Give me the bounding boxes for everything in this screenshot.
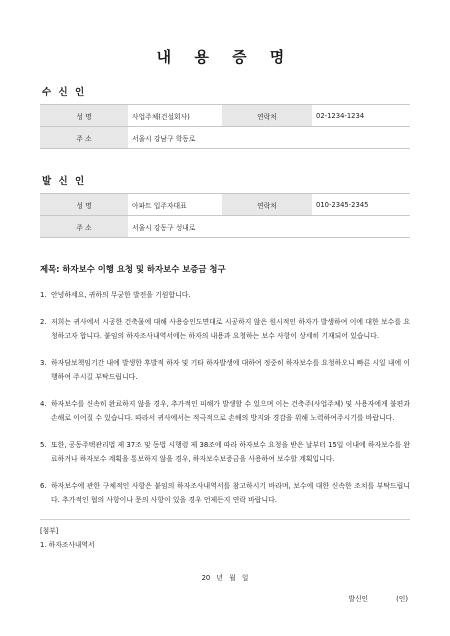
- recipient-name-value: 사업주체(건설회사): [128, 105, 222, 127]
- paragraph-text: 하자담보책임기간 내에 발생한 후발적 하자 및 기타 하자발생에 대하여 정중히 하자보수를 요청하오니 빠른 시일 내에 이행하여 주시길 부탁드립니다.: [51, 359, 411, 381]
- signer-label: 발신인: [348, 595, 369, 603]
- sender-name-label: 성 명: [40, 194, 128, 216]
- paragraph-text: 하자보수에 관한 구체적인 사항은 붙임의 하자조사내역서를 참고하시기 바라며, 보수에 대한 신속한 조치를 부탁드립니다. 추가적인 협의 사항이나 문의 사항이 있을 경우 언제든지 연락 바랍니다.: [51, 482, 410, 504]
- sender-contact-value: 010-2345-2345: [312, 194, 410, 216]
- attachment-item: 1. 하자조사내역서: [40, 541, 95, 549]
- paragraph-number: 1.: [40, 291, 47, 299]
- sender-heading: 발 신 인: [42, 176, 87, 187]
- sender-contact-label: 연락처: [222, 194, 312, 216]
- paragraph-number: 3.: [40, 359, 47, 367]
- paragraph-4: [40, 397, 410, 425]
- attachment-section: [40, 524, 410, 552]
- recipient-row-name: [40, 105, 410, 127]
- date-line: 20 년 월 일: [201, 574, 249, 582]
- recipient-heading: 수 신 인: [42, 87, 87, 98]
- paragraph-1: [40, 288, 410, 302]
- sender-row-name: [40, 194, 410, 216]
- recipient-row-address: [40, 127, 410, 149]
- paragraph-text: 안녕하세요, 귀하의 무궁한 발전을 기원합니다.: [51, 291, 191, 299]
- sender-address-label: 주 소: [40, 216, 128, 238]
- paragraph-text: 또한, 공동주택관리법 제 37조 및 동법 시행령 제 38조에 따라 하자보수 요청을 받은 날부터 15일 이내에 하자보수를 완료하거나 하자보수 계획을 통보하지 않을 경우, 하자보수보증금을 사용하여 보수할 계획입니다.: [51, 441, 410, 463]
- paragraph-number: 6.: [40, 482, 47, 490]
- recipient-address-label: 주 소: [40, 127, 128, 149]
- document-title: 내 용 증 명: [156, 48, 294, 66]
- signature-line: [40, 593, 410, 603]
- recipient-table: [40, 104, 410, 149]
- sender-row-address: [40, 216, 410, 238]
- paragraph-5: [40, 438, 410, 466]
- sender-address-value: 서울시 강동구 성내로: [128, 216, 410, 238]
- paragraph-number: 5.: [40, 441, 47, 449]
- paragraph-text: 하자보수를 신속히 완료하지 않을 경우, 추가적인 피해가 발생할 수 있으며 이는 건축주(사업주체) 및 사용자에게 불편과 손해로 이어질 수 있습니다. 따라서 귀사에서는 적극적으로 손해의 방지와 경감을 위해 노력하여주시기를 바랍니다.: [51, 400, 410, 422]
- sender-name-value: 아파트 입주자대표: [128, 194, 222, 216]
- paragraph-number: 4.: [40, 400, 47, 408]
- recipient-name-label: 성 명: [40, 105, 128, 127]
- seal-mark: (인): [396, 595, 408, 603]
- recipient-address-value: 서울시 강남구 학동로: [128, 127, 410, 149]
- attachment-divider: [40, 519, 410, 520]
- paragraph-text: 저희는 귀사에서 시공한 건축물에 대해 사용승인도면대로 시공하지 않은 원시적인 하자가 발생하여 이에 대한 보수를 요청하고자 합니다. 붙임의 하자조사내역서에는 하자의 내용과 요청하는 보수 사항이 상세히 기재되어 있습니다.: [51, 318, 410, 340]
- paragraph-6: [40, 479, 410, 507]
- sender-table: [40, 193, 410, 238]
- paragraph-3: [40, 356, 410, 384]
- paragraph-number: 2.: [40, 318, 47, 326]
- attachment-heading: [첨부]: [40, 527, 59, 535]
- recipient-contact-value: 02-1234-1234: [312, 105, 410, 127]
- recipient-contact-label: 연락처: [222, 105, 312, 127]
- paragraph-2: [40, 315, 410, 343]
- letter-subject: 제목: 하자보수 이행 요청 및 하자보수 보증금 청구: [40, 264, 226, 274]
